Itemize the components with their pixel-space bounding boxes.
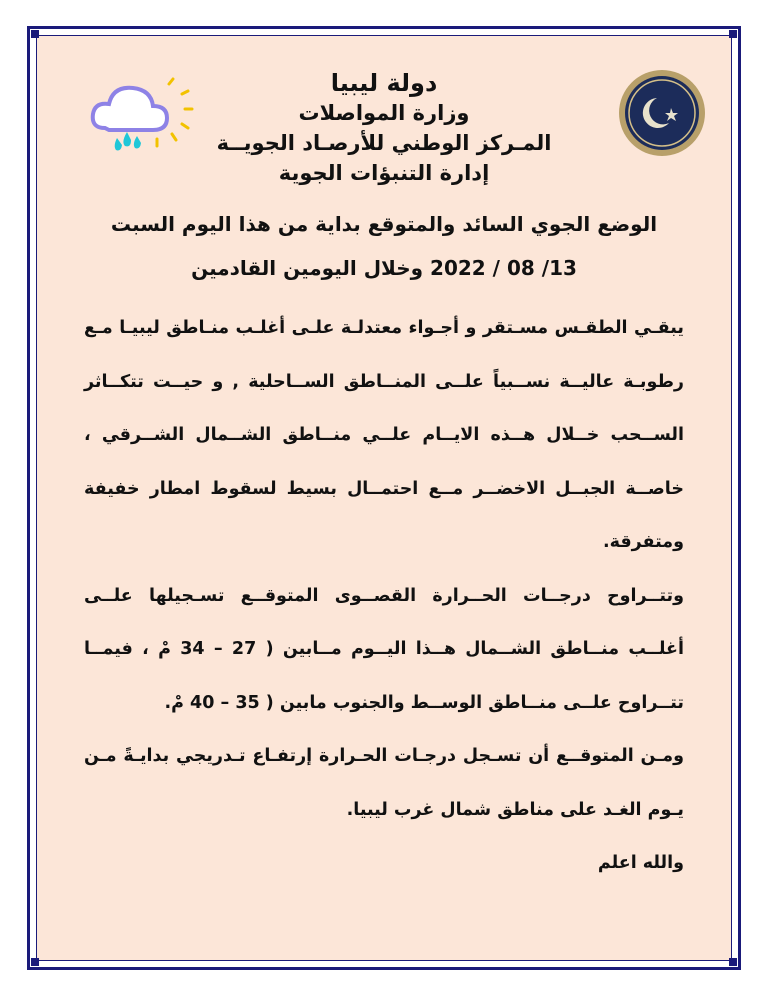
forecast-paragraph-2: وتتــراوح درجــات الحــرارة القصــوى المتوقــع تسـجيلها علــى أغلــب منــاطق الشــمال هــذا اليــوم مــابين ( 27 – 34 مْ ، فيمــا تتــراوح علــى منــاطق الوســط والجنوب مابين ( 35 – 40 مْ. xyxy=(84,585,685,713)
center-title: المـركز الوطني للأرصـاد الجويــة xyxy=(216,131,552,155)
subtitle-line-2: 13/ 08 / 2022 وخلال اليومين القادمين xyxy=(191,256,577,280)
closing-line: والله اعلم xyxy=(597,853,684,873)
document-header xyxy=(37,68,731,188)
corner-ornament xyxy=(31,958,39,966)
forecast-body xyxy=(84,302,684,891)
department-title: إدارة التنبؤات الجوية xyxy=(278,161,490,185)
forecast-subtitle xyxy=(67,202,701,290)
corner-ornament xyxy=(31,30,39,38)
forecast-paragraph-3: ومـن المتوقــع أن تسـجل درجـات الحـرارة إرتفـاع تـدريجي بدايـةً مـن يـوم الغـد على مناطق شمال غرب ليبيا. xyxy=(84,746,684,820)
corner-ornament xyxy=(729,30,737,38)
country-title: دولة ليبيا xyxy=(330,69,438,97)
subtitle-line-1: الوضع الجوي السائد والمتوقع بداية من هذا اليوم السبت xyxy=(110,212,658,236)
corner-ornament xyxy=(729,958,737,966)
document-page xyxy=(36,35,732,961)
forecast-paragraph-1: يبقـي الطقـس مسـتقر و أجـواء معتدلـة علـى أغلـب منـاطق ليبيـا مـع رطوبـة عاليــة نســبياً علــى المنــاطق الســاحلية , و حيــت تتكــاثر الســحب خــلال هــذه الايــام علــي منــاطق الشــمال الشــرقي ، خاصــة الجبــل الاخضــر مــع احتمــال بسيط لسقوط امطار خفيفة ومتفرقة. xyxy=(84,318,684,552)
ministry-title: وزارة المواصلات xyxy=(298,101,470,125)
